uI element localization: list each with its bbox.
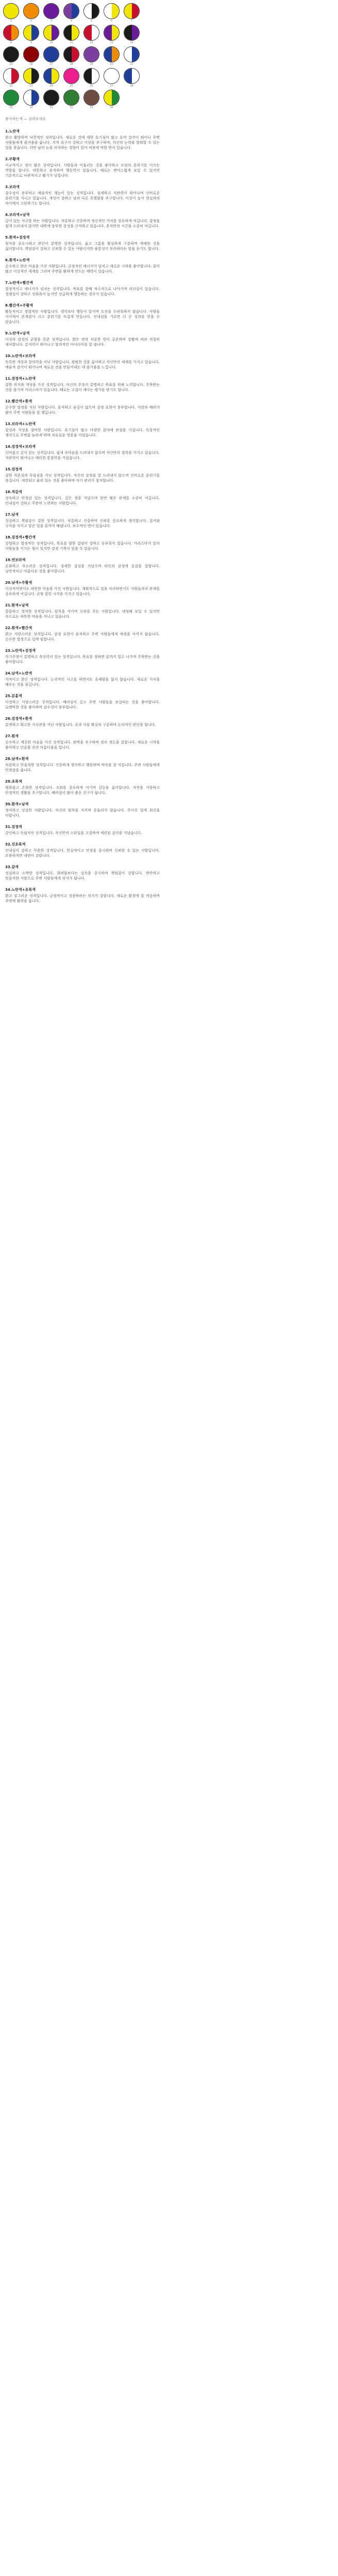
swatch-number: 24 xyxy=(49,84,53,88)
swatch-number-row xyxy=(3,106,168,109)
color-swatch[interactable] xyxy=(124,46,140,62)
entry-title: 32.진초록색 xyxy=(5,842,26,846)
color-entry xyxy=(0,129,165,150)
color-entry xyxy=(0,887,165,904)
swatch-number: 18 xyxy=(70,63,73,66)
color-swatch[interactable] xyxy=(124,3,140,19)
swatch-number: 27 xyxy=(110,84,113,88)
swatch-number: 4 xyxy=(70,20,73,23)
color-entry xyxy=(0,535,165,551)
color-entry xyxy=(0,212,165,229)
entry-title: 10.노란색+보라색 xyxy=(5,354,36,358)
color-entry xyxy=(0,184,165,206)
swatch-number: 30 xyxy=(29,106,33,109)
color-entry xyxy=(0,625,165,642)
swatch-number: 26 xyxy=(90,84,93,88)
entry-body: 활동적이고 정열적인 사람입니다. 생각보다 행동이 앞서며 도전을 두려워하지 않습니다. 사람들 사이에서 존재감이 크고 분위기를 뜨겁게 만듭니다. 인내심을 기르면 더 큰 성과를 얻을 수 있습니다. xyxy=(5,310,160,324)
swatch-row xyxy=(3,90,168,106)
entry-body: 온화하고 부드러운 성격입니다. 섬세한 감성을 지녔으며 타인의 감정에 공감을 잘합니다. 낭만적이고 아름다운 것을 좋아합니다. xyxy=(5,564,160,573)
color-entry xyxy=(0,399,165,415)
color-swatch[interactable] xyxy=(124,25,140,41)
swatch-number: 10 xyxy=(49,41,53,44)
color-entry xyxy=(0,467,165,483)
swatch-number: 12 xyxy=(90,41,93,44)
entry-title: 19.연보라색 xyxy=(5,558,26,562)
swatch-number: 5 xyxy=(90,20,93,23)
color-swatch[interactable] xyxy=(3,25,19,41)
color-entry xyxy=(0,258,165,274)
entry-body: 성실하고 소박한 성격입니다. 화려함보다는 실속을 중시하며 책임감이 강합니다. 편안하고 믿음직한 사람으로 주변 사람들에게 의지가 됩니다. xyxy=(5,871,160,880)
entry-body: 감수성이 풍부하고 예술적인 재능이 있는 성격입니다. 섬세하고 직관력이 뛰어나며 신비로운 분위기를 지니고 있습니다. 개성이 강하고 남과 다른 특별함을 추구합니다. 이상이 높아 현실과의 차이에서 고민하기도 합니다. xyxy=(5,191,160,206)
entry-body: 열정적이고 에너지가 넘치는 성격입니다. 목표를 향해 적극적으로 나아가며 리더십이 있습니다. 경쟁심이 강하고 성취욕이 높지만 성급하게 행동하는 경우가 있습니다. xyxy=(5,287,160,296)
entry-title: 5.흰색+검정색 xyxy=(5,235,30,240)
color-swatch[interactable] xyxy=(104,68,120,84)
color-entry xyxy=(0,235,165,251)
swatch-number: 9 xyxy=(30,41,32,44)
swatch-number-row xyxy=(3,41,168,44)
swatch-number: 11 xyxy=(70,41,73,44)
entry-title: 13.보라색+노란색 xyxy=(5,422,36,426)
color-entry xyxy=(0,824,165,836)
swatch-number: 3 xyxy=(50,20,53,23)
color-entry xyxy=(0,842,165,858)
entry-title: 25.분홍색 xyxy=(5,694,22,698)
color-swatch[interactable] xyxy=(83,90,99,106)
color-swatch[interactable] xyxy=(104,25,120,41)
entry-title: 20.남색+주황색 xyxy=(5,581,32,585)
entry-body: 감성과 지성을 겸비한 사람입니다. 호기심이 많고 다양한 분야에 관심을 가집니다. 독창적인 생각으로 주변을 놀라게 하며 자유로운 영혼을 지녔습니다. xyxy=(5,428,160,437)
entry-title: 33.갈색 xyxy=(5,865,19,869)
entry-body: 밝고 사랑스러운 성격입니다. 감정 표현이 솔직하고 주변 사람들에게 애정을 아끼지 않습니다. 순수한 열정으로 일에 임합니다. xyxy=(5,632,160,641)
color-entry xyxy=(0,557,165,574)
entry-body: 강인하고 독립적인 성격입니다. 자신만의 스타일을 고집하며 세련된 감각을 지녔습니다. xyxy=(5,831,142,835)
color-swatch[interactable] xyxy=(124,68,140,84)
color-entry xyxy=(0,280,165,297)
entry-body: 성숙하고 안정감 있는 성격입니다. 깊은 정을 지녔으며 한번 맺은 관계를 소중히 여깁니다. 인내심이 강하고 꾸준히 노력하는 사람입니다. xyxy=(5,496,160,505)
entry-title: 24.남색+노란색 xyxy=(5,671,32,675)
swatch-number: 31 xyxy=(49,106,53,109)
color-descriptions xyxy=(0,129,338,904)
color-swatch[interactable] xyxy=(43,68,59,84)
swatch-number: 34 xyxy=(110,106,113,109)
entry-title: 27.흰색 xyxy=(5,734,19,738)
entry-title: 9.노란색+남색 xyxy=(5,331,30,335)
entry-title: 8.빨간색+주황색 xyxy=(5,303,33,308)
color-entry xyxy=(0,779,165,795)
swatch-number: 33 xyxy=(90,106,93,109)
color-swatch[interactable] xyxy=(63,3,79,19)
swatch-row xyxy=(3,46,168,62)
entry-body: 원칙을 중요시하고 판단이 분명한 성격입니다. 옳고 그름을 확실하게 구분하며 애매한 것을 싫어합니다. 책임감이 강하고 신뢰할 수 있는 사람이지만 융통성이 부족하다는 말을 듣기도 합니다. xyxy=(5,242,160,251)
palette-caption: 좋아하는색 — 골라보세요 xyxy=(5,117,46,121)
swatch-row xyxy=(3,3,168,19)
entry-title: 34.노란색+초록색 xyxy=(5,888,36,892)
entry-body: 평화롭고 온화한 성격입니다. 조화를 중요하게 여기며 갈등을 싫어합니다. 자연을 사랑하고 안정적인 생활을 추구합니다. 배려심이 많아 좋은 친구가 됩니다. xyxy=(5,786,160,795)
swatch-number-row xyxy=(3,63,168,66)
color-swatch[interactable] xyxy=(104,3,120,19)
swatch-number: 13 xyxy=(110,41,113,44)
swatch-number: 25 xyxy=(70,84,73,88)
entry-title: 21.흰색+남색 xyxy=(5,603,29,607)
entry-body: 이성적이면서도 따뜻한 마음을 가진 사람입니다. 계획적으로 일을 처리하면서도 사람들과의 관계를 중요하게 여깁니다. 균형 잡힌 시각을 가지고 있습니다. xyxy=(5,587,160,596)
entry-body: 정직하고 성실한 사람입니다. 자신의 원칙을 지키며 흔들리지 않습니다. 주어진 일에 최선을 다합니다. xyxy=(5,808,160,818)
entry-title: 15.검정색 xyxy=(5,467,22,471)
entry-title: 14.검정색+보라색 xyxy=(5,445,36,449)
entry-title: 23.노란색+검정색 xyxy=(5,649,36,653)
entry-title: 31.검정색 xyxy=(5,825,22,829)
color-entry xyxy=(0,512,165,529)
entry-title: 3.보라색 xyxy=(5,185,20,189)
entry-body: 자기주장이 분명하고 추진력이 있는 성격입니다. 목표를 정하면 끝까지 밀고 나가며 주목받는 것을 좋아합니다. xyxy=(5,655,160,664)
color-swatch[interactable] xyxy=(43,46,59,62)
color-entry xyxy=(0,331,165,347)
color-swatch[interactable] xyxy=(83,68,99,84)
entry-title: 12.빨간색+흰색 xyxy=(5,399,32,403)
color-entry xyxy=(0,648,165,665)
color-entry xyxy=(0,865,165,881)
entry-body: 순수하고 깨끗한 마음을 가진 성격입니다. 완벽을 추구하며 정리 정돈을 잘합니다. 새로운 시작을 좋아하고 단순함 속의 아름다움을 압니다. xyxy=(5,740,160,750)
color-entry xyxy=(0,734,165,750)
entry-body: 깔끔하고 정직한 성격입니다. 원칙을 지키며 신뢰를 주는 사람입니다. 냉정해 보일 수 있지만 속으로는 따뜻한 마음을 지니고 있습니다. xyxy=(5,609,160,619)
color-swatch[interactable] xyxy=(43,90,59,106)
entry-body: 순수한 열정을 지닌 사람입니다. 솔직하고 숨김이 없으며 감정 표현이 풍부합니다. 사랑과 배려가 많아 주변 사람들을 잘 챙깁니다. xyxy=(5,405,160,415)
swatch-number: 1 xyxy=(10,20,12,23)
color-swatch[interactable] xyxy=(83,25,99,41)
entry-body: 강렬하고 열정적인 성격입니다. 목표를 향한 집념이 강하고 승부욕이 있습니다. 카리스마가 있어 사람들을 이끄는 힘이 있지만 감정 기복이 있을 수 있습니다. xyxy=(5,541,160,551)
color-entry xyxy=(0,802,165,818)
entry-title: 4.보라색+남색 xyxy=(5,213,30,217)
entry-title: 22.흰색+빨간색 xyxy=(5,626,32,630)
entry-title: 28.남색+흰색 xyxy=(5,757,29,761)
swatch-number: 14 xyxy=(130,41,133,44)
entry-body: 순수하고 밝은 마음을 가진 사람입니다. 긍정적인 에너지가 넘치고 새로운 시작을 좋아합니다. 꿈이 많고 이상적인 세계를 그리며 주변을 환하게 만드는 매력이 있습니다. xyxy=(5,264,160,274)
swatch-row xyxy=(3,68,168,84)
swatch-number: 8 xyxy=(10,41,12,44)
entry-body: 깊이 있는 사고를 하는 사람입니다. 차분하고 신중하며 정신적인 가치를 중요하게 여깁니다. 감정을 쉽게 드러내지 않지만 내면에 풍부한 감성을 간직하고 있습니다. 혼자만의 시간을 소중히 여깁니다. xyxy=(5,219,160,228)
color-palette xyxy=(0,0,168,109)
swatch-number: 17 xyxy=(49,63,53,66)
swatch-number: 19 xyxy=(90,63,93,66)
color-entry xyxy=(0,157,165,178)
color-swatch[interactable] xyxy=(63,90,79,106)
color-entry xyxy=(0,421,165,438)
color-swatch[interactable] xyxy=(3,90,19,106)
entry-title: 1.노란색 xyxy=(5,129,20,133)
color-swatch[interactable] xyxy=(104,46,120,62)
swatch-number: 15 xyxy=(9,63,13,66)
color-entry xyxy=(0,693,165,710)
color-entry xyxy=(0,756,165,773)
entry-title: 16.적갈색 xyxy=(5,490,22,494)
swatch-number: 29 xyxy=(9,106,13,109)
color-swatch[interactable] xyxy=(43,3,59,19)
entry-title: 18.검정색+빨간색 xyxy=(5,535,36,539)
entry-title: 26.검정색+흰색 xyxy=(5,717,32,721)
entry-title: 2.주황색 xyxy=(5,157,20,161)
color-swatch[interactable] xyxy=(83,46,99,62)
entry-body: 사교적이고 정이 많은 성격입니다. 사람들과 어울리는 것을 좋아하고 모임의 분위기를 이끄는 역할을 합니다. 따뜻하고 솔직하며 행동력이 있습니다. 때로는 변덕스럽게 보일 수 있지만 기본적으로 낙관적이고 활기가 넘칩니다. xyxy=(5,163,160,178)
color-swatch[interactable] xyxy=(3,68,19,84)
entry-title: 29.초록색 xyxy=(5,779,22,784)
swatch-number: 2 xyxy=(30,20,32,23)
color-entry xyxy=(0,580,165,597)
entry-body: 이성과 감성의 균형을 갖춘 성격입니다. 밝은 면과 차분한 면이 공존하며 상황에 따라 적절히 대처합니다. 분석력이 뛰어나고 창의적인 아이디어를 잘 냅니다. xyxy=(5,337,160,347)
swatch-number: 21 xyxy=(130,63,133,66)
color-swatch[interactable] xyxy=(23,90,39,106)
swatch-number: 28 xyxy=(130,84,133,88)
color-swatch[interactable] xyxy=(3,46,19,62)
entry-title: 30.흰색+남색 xyxy=(5,802,29,806)
entry-body: 밝고 싱그러운 성격입니다. 긍정적이고 성장하려는 의지가 강합니다. 새로운 환경에 잘 적응하며 주변에 활력을 줍니다. xyxy=(5,894,160,903)
entry-body: 신비롭고 깊이 있는 성격입니다. 쉽게 속마음을 드러내지 않으며 자신만의 철학을 가지고 있습니다. 직관력이 뛰어나고 예리한 통찰력을 지녔습니다. xyxy=(5,451,160,460)
entry-title: 7.노란색+빨간색 xyxy=(5,281,33,285)
swatch-number: 32 xyxy=(70,106,73,109)
page xyxy=(0,0,338,920)
entry-body: 분명하고 확고한 가치관을 지닌 사람입니다. 공과 사를 확실히 구분하며 논리적인 판단을 합니다. xyxy=(5,723,156,727)
color-entry xyxy=(0,353,165,370)
swatch-number-row xyxy=(3,20,168,23)
swatch-number: 16 xyxy=(29,63,33,66)
color-entry xyxy=(0,303,165,325)
entry-title: 11.검정색+노란색 xyxy=(5,377,36,381)
swatch-number: 22 xyxy=(9,84,13,88)
color-swatch[interactable] xyxy=(3,3,19,19)
color-swatch[interactable] xyxy=(63,68,79,84)
swatch-number: 6 xyxy=(110,20,113,23)
entry-title: 6.흰색+노란색 xyxy=(5,258,30,262)
color-entry xyxy=(0,671,165,687)
color-swatch[interactable] xyxy=(104,90,120,106)
entry-body: 다정하고 사랑스러운 성격입니다. 배려심이 깊고 주변 사람들을 보살피는 것을 좋아합니다. 로맨틱한 것을 좋아하며 감수성이 풍부합니다. xyxy=(5,700,160,709)
color-swatch[interactable] xyxy=(63,46,79,62)
entry-body: 인내심이 강하고 꾸준한 성격입니다. 현실적이고 안정을 중시하며 신뢰할 수 있는 사람입니다. 조용하지만 내면이 강합니다. xyxy=(5,849,160,858)
entry-body: 지적이고 밝은 성격입니다. 논리적인 사고를 하면서도 유쾌함을 잃지 않습니다. 새로운 지식을 배우는 것을 즐깁니다. xyxy=(5,677,160,687)
entry-body: 성실하고 책임감이 강한 성격입니다. 차분하고 신중하며 신뢰를 중요하게 생각합니다. 질서와 규칙을 지키고 맡은 일을 끝까지 해냅니다. 보수적인 면이 있습니다. xyxy=(5,519,160,528)
color-swatch[interactable] xyxy=(43,25,59,41)
color-entry xyxy=(0,716,165,727)
entry-body: 밝고 활발하며 낙천적인 성격입니다. 새로운 것에 대한 호기심이 많고 유머 감각이 뛰어나 주변 사람들에게 즐거움을 줍니다. 지적 욕구가 강하고 이상을 추구하며, 자신의 능력을 발휘할 수 있는 일을 찾습니다. 다만 남의 눈을 의식하는 경향이 있어 비판에 약한 면이 있습니다. xyxy=(5,135,160,150)
entry-body: 강한 의지와 개성을 가진 성격입니다. 자신의 주장이 분명하고 목표를 위해 노력합니다. 주목받는 것을 즐기며 카리스마가 있습니다. 때로는 고집이 세다는 평가를 받기도 합니다. xyxy=(5,383,160,392)
color-entry xyxy=(0,376,165,393)
swatch-number: 7 xyxy=(130,20,133,23)
entry-body: 독특한 개성과 창의력을 지닌 사람입니다. 평범한 것을 싫어하고 자신만의 세계를 가지고 있습니다. 예술적 감각이 뛰어나며 새로운 것을 만들어내는 데 즐거움을 느낍니다. xyxy=(5,360,160,369)
swatch-row xyxy=(3,25,168,41)
entry-title: 17.남색 xyxy=(5,513,19,517)
color-swatch[interactable] xyxy=(23,46,39,62)
entry-body: 강한 자존심과 독립심을 지닌 성격입니다. 자신의 감정을 잘 드러내지 않으며 신비로운 분위기를 풍깁니다. 세련되고 품위 있는 것을 좋아하며 자기 관리가 철저합니다. xyxy=(5,473,160,483)
color-swatch[interactable] xyxy=(63,25,79,41)
swatch-number: 23 xyxy=(29,84,33,88)
color-entry xyxy=(0,444,165,461)
swatch-number: 20 xyxy=(110,63,113,66)
color-swatch[interactable] xyxy=(23,3,39,19)
color-swatch[interactable] xyxy=(23,68,39,84)
swatch-number-row xyxy=(3,84,168,88)
color-swatch[interactable] xyxy=(23,25,39,41)
color-entry xyxy=(0,603,165,619)
color-swatch[interactable] xyxy=(83,3,99,19)
entry-body: 차분하고 믿음직한 성격입니다. 신중하게 생각하고 행동하며 약속을 잘 지킵니다. 주변 사람들에게 안정감을 줍니다. xyxy=(5,763,160,772)
color-entry xyxy=(0,489,165,506)
